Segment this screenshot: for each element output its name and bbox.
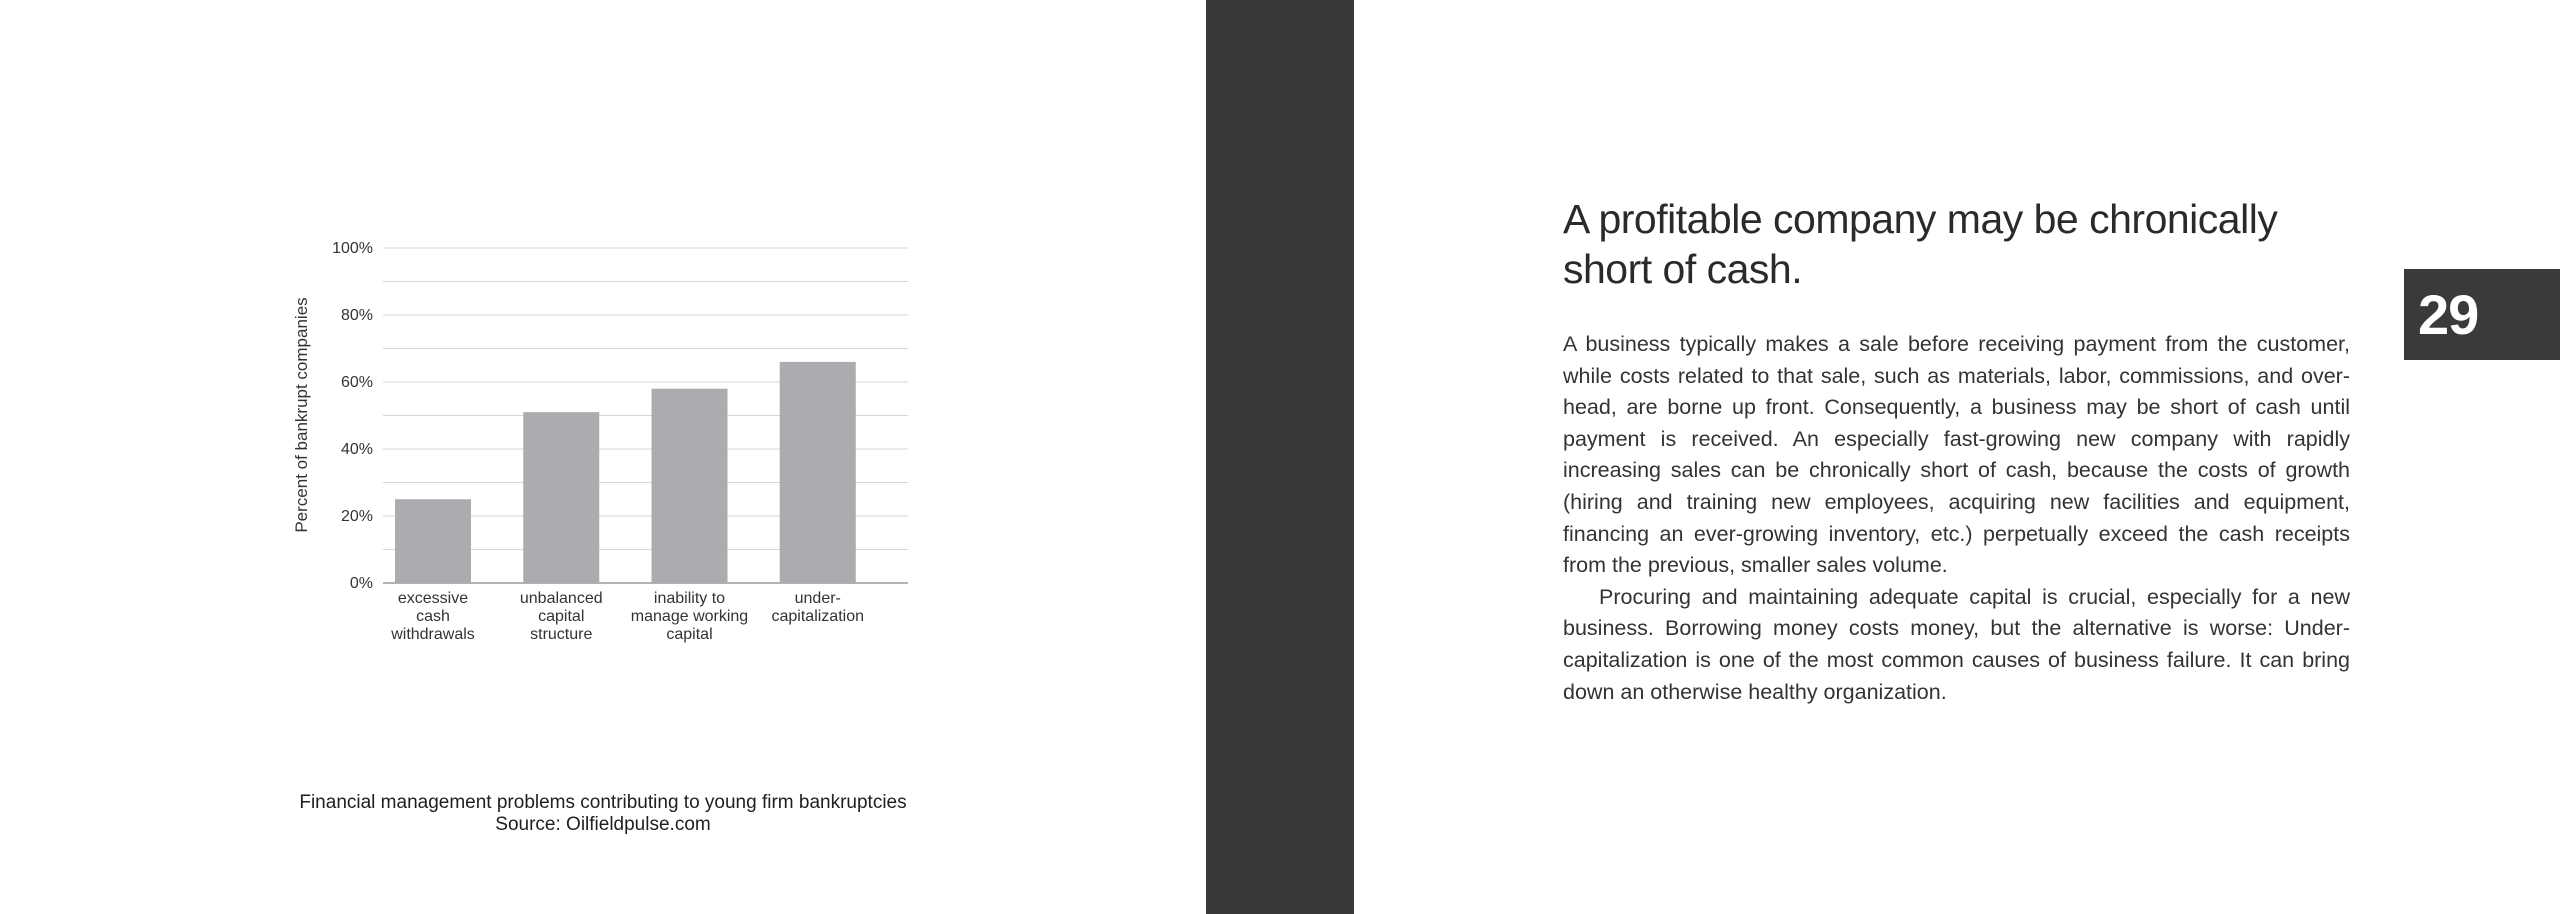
chart-bar	[523, 412, 599, 583]
paragraph-1: A business typically makes a sale before receiving payment from the customer, while costs related to that sale, such as materials, labor, commissions, and overhead, are borne up front. Consequently, a business may be short of cash until payment is received. An especially fast-growing new company with rapidly increasing sales can be chronically short of cash, because the costs of growth (hiring and training new employees, acquiring new facilities and equipment, financing an ever-growing inventory, etc.) perpetually exceed the cash receipts from the previous, smaller sales volume.	[1563, 332, 2350, 578]
page-number-tab	[2404, 269, 2560, 360]
page-heading: A profitable company may be chronically short of cash.	[1563, 196, 2278, 292]
chart-categories	[390, 590, 864, 643]
body-text	[1563, 329, 2350, 708]
page-number: 29	[2418, 283, 2479, 346]
chart-y-tick-label: 100%	[332, 240, 373, 257]
chart-category-label: unbalanced capital structure	[519, 590, 603, 643]
chart-bar	[652, 389, 728, 583]
paragraph-2: Procuring and maintaining adequate capital is crucial, especially for a new business. Borrowing money costs money, but the alternative is worse: Undercapitalization is one of the most common causes of business failure. It can bring down an otherwise healthy organization.	[1563, 584, 2350, 704]
chart-category-label: inability to manage working capital	[630, 590, 749, 643]
chart-category-label: excessive cash withdrawals	[391, 590, 475, 643]
chart-y-tick-label: 20%	[340, 508, 373, 525]
chart-bar	[780, 362, 856, 583]
bar-chart	[280, 225, 920, 665]
chart-y-ticks	[332, 240, 373, 592]
left-page	[0, 0, 1206, 914]
chart-y-tick-label: 60%	[340, 374, 373, 391]
caption-source: Source: Oilfieldpulse.com	[495, 814, 711, 835]
figure-caption	[200, 792, 1006, 836]
chart-y-axis-label: Percent of bankrupt companies	[292, 297, 311, 533]
chart-y-tick-label: 80%	[340, 307, 373, 324]
chart-bar	[395, 499, 471, 583]
book-gutter	[1206, 0, 1354, 914]
chart-category-label: under-capitalization	[771, 590, 864, 625]
caption-title: Financial management problems contributing to young firm bankruptcies	[299, 792, 907, 813]
chart-y-tick-label: 40%	[340, 441, 373, 458]
chart-y-tick-label: 0%	[349, 575, 373, 592]
